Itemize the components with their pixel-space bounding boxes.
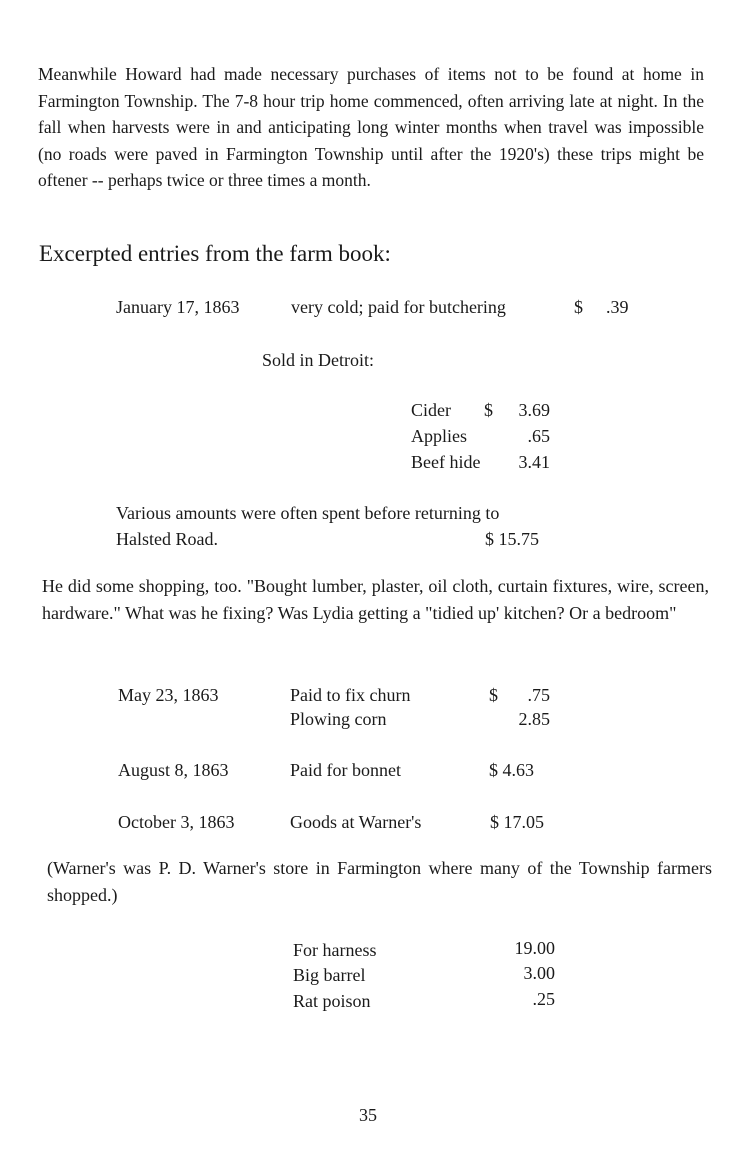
entry-amount: $ 4.63 <box>489 760 534 780</box>
various-line1: Various amounts were often spent before returning to <box>116 503 500 523</box>
item-name: Applies <box>411 426 467 446</box>
dollar-sign: $ <box>574 297 583 317</box>
item-name: Big barrel <box>293 965 366 985</box>
item-amount: 3.00 <box>523 963 555 983</box>
entry-amount: .75 <box>527 685 550 705</box>
entry-item: Plowing corn <box>290 709 387 729</box>
entry-date: October 3, 1863 <box>118 812 235 832</box>
item-name: Beef hide <box>411 452 481 472</box>
item-name: Cider <box>411 400 451 420</box>
entry-amount: 2.85 <box>518 709 550 729</box>
item-amount: 3.69 <box>518 400 550 420</box>
entry-date: January 17, 1863 <box>116 297 240 317</box>
entry-amount: .39 <box>606 297 629 317</box>
intro-paragraph: Meanwhile Howard had made necessary purchases of items not to be found at home in Farmington Township. The 7-8 hour trip home commenced, often arriving late at night. In the fall when harvests were in and anticipating long winter months when travel was impossible (no roads were paved in Farmington Township until after the 1920's) these trips might be oftener -- perhaps twice or three times a month. <box>38 64 704 190</box>
section-heading: Excerpted entries from the farm book: <box>39 241 391 266</box>
item-amount: 19.00 <box>514 938 555 958</box>
item-name: For harness <box>293 940 377 960</box>
entry-item: Goods at Warner's <box>290 812 422 832</box>
item-amount: .65 <box>527 426 550 446</box>
shopping-paragraph: He did some shopping, too. "Bought lumber, plaster, oil cloth, curtain fixtures, wire, screen, hardware." What was he fixing? Was Lydia getting a "tidied up' kitchen? Or a bedroom" <box>42 576 709 623</box>
entry-description: very cold; paid for butchering <box>291 297 506 317</box>
entry-amount: $ 17.05 <box>490 812 544 832</box>
dollar-sign: $ <box>489 685 498 705</box>
entry-item: Paid to fix churn <box>290 685 411 705</box>
sold-label: Sold in Detroit: <box>262 350 374 370</box>
various-amount: $ 15.75 <box>485 529 539 549</box>
entry-date: May 23, 1863 <box>118 685 219 705</box>
item-name: Rat poison <box>293 991 371 1011</box>
warner-note: (Warner's was P. D. Warner's store in Farmington where many of the Township farmers shopped.) <box>47 858 712 905</box>
entry-date: August 8, 1863 <box>118 760 229 780</box>
page-number: 35 <box>359 1105 377 1125</box>
various-line2: Halsted Road. <box>116 529 218 549</box>
item-amount: 3.41 <box>518 452 550 472</box>
item-amount: .25 <box>532 989 555 1009</box>
dollar-sign: $ <box>484 400 493 420</box>
entry-item: Paid for bonnet <box>290 760 401 780</box>
